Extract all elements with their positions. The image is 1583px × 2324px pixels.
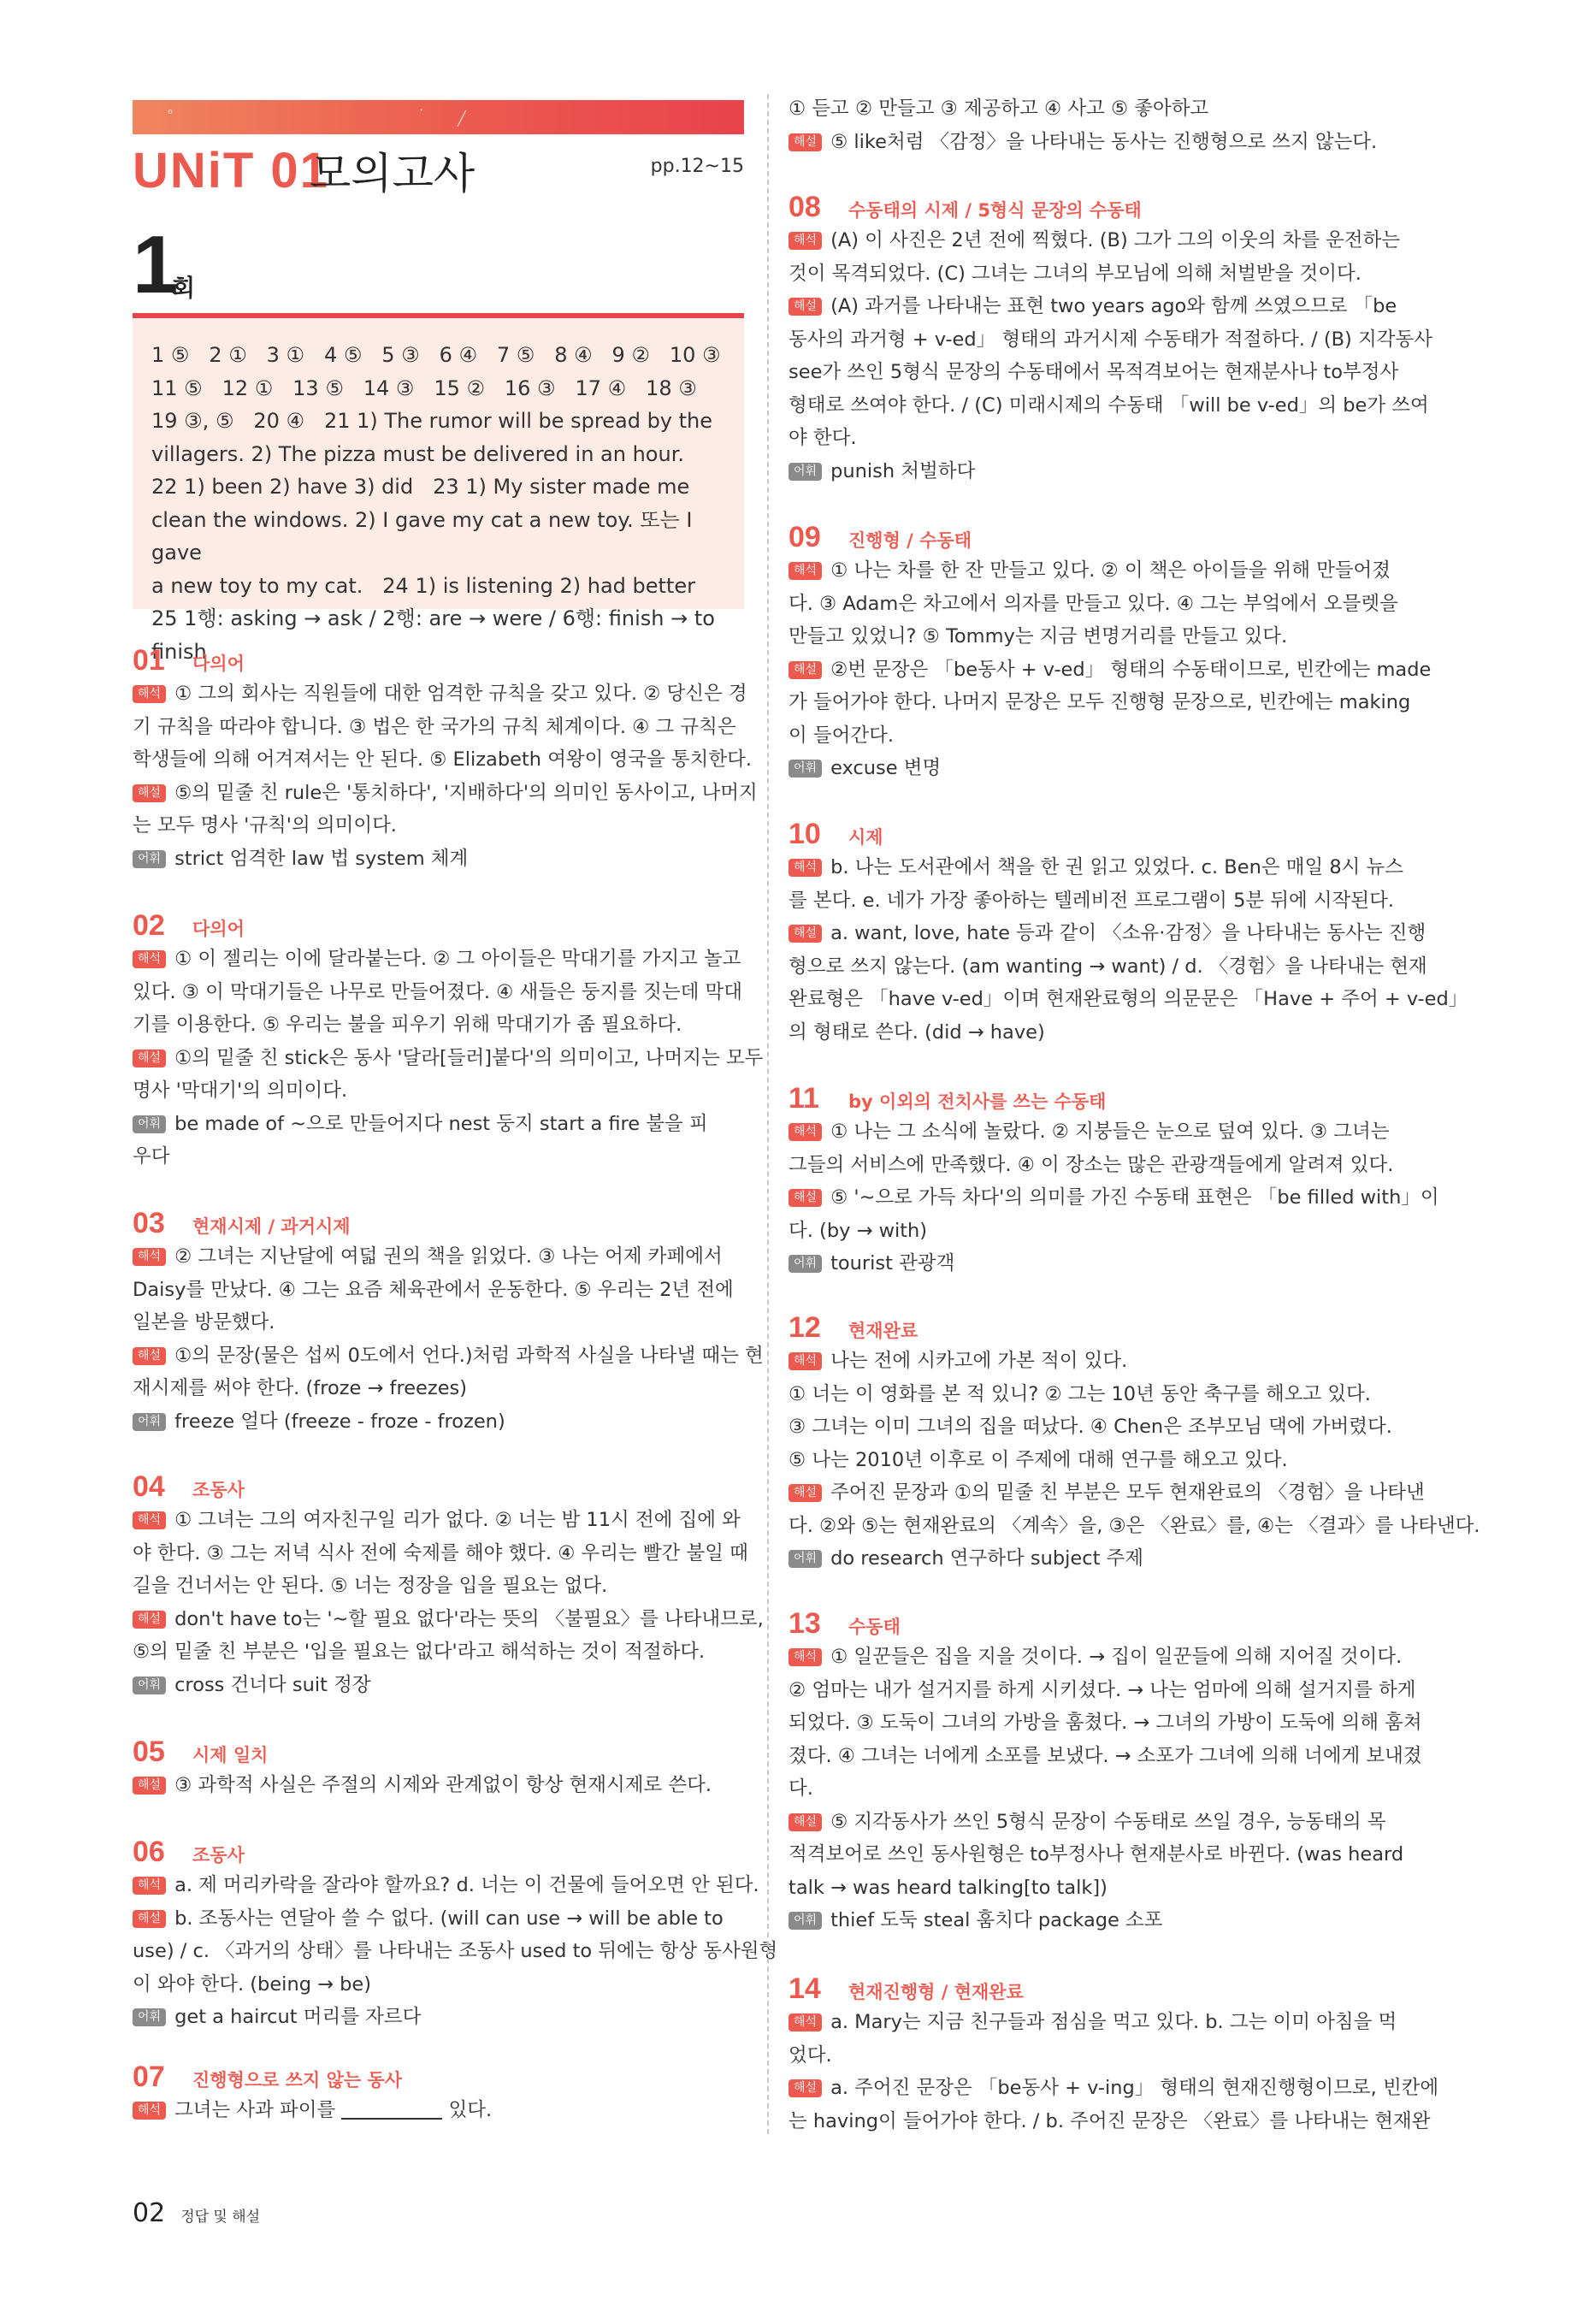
- page-number: 02: [133, 2198, 166, 2228]
- vocab-line: 어휘 be made of ~으로 만들어지다 nest 둥지 start a fire 불을 피: [133, 1108, 744, 1141]
- question-12: [789, 1310, 1480, 1576]
- explanation-line: 재시제를 써야 한다. (froze → freezes): [133, 1377, 468, 1399]
- explanation-line: Daisy를 만났다. ④ 그는 요즘 체육관에서 운동한다. ⑤ 우리는 2년 전에: [133, 1278, 734, 1301]
- answer-key-line: [151, 339, 725, 372]
- question-11: [789, 1081, 1439, 1280]
- translation-tag: 해석: [133, 1511, 166, 1529]
- explanation-line: ③ 그녀는 이미 그녀의 집을 떠났다. ④ Chen은 조부모님 댁에 가버렸다.: [789, 1416, 1392, 1438]
- translation-tag: 해석: [789, 1648, 822, 1666]
- answer-item: 23 1) My sister made me: [433, 475, 690, 499]
- question-number: 03: [133, 1207, 165, 1239]
- explanation-line: 명사 '막대기'의 의미이다.: [133, 1079, 348, 1102]
- explanation-line: 형태로 쓰여야 한다. / (C) 미래시제의 수동태 「will be v-ed」의 be가 쓰여: [789, 393, 1429, 417]
- explanation-line: 다.: [789, 1777, 813, 1800]
- explanation-line: 가 들어가야 한다. 나머지 문장은 모두 진행형 문장으로, 빈칸에는 making: [789, 691, 1411, 713]
- answer-item: 16 ③: [504, 376, 556, 400]
- explanation-line: 해설 don't have to는 '~할 필요 없다'라는 뜻의 〈불필요〉를 나타내므로,: [133, 1603, 744, 1636]
- round-number: 1: [133, 219, 179, 310]
- commentary-tag: 해설: [789, 1484, 822, 1502]
- explanation-line: 다. (by → with): [789, 1219, 928, 1242]
- explanation-line: see가 쓰인 5형식 문장의 수동태에서 목적격보어는 현재분사나 to부정사: [789, 361, 1399, 383]
- explanation-line: 해석 a. Mary는 지금 친구들과 점심을 먹고 있다. b. 그는 이미 아침을 먹: [789, 2006, 1404, 2039]
- question-number: 08: [789, 191, 821, 223]
- vocab-line: 우다: [133, 1145, 170, 1168]
- answer-item: 21 1) The rumor will be spread by the: [323, 409, 713, 433]
- explanation-line: 해설 b. 조동사는 연달아 쓸 수 없다. (will can use → will be able to: [133, 1902, 744, 1936]
- explanation-line: 는 having이 들어가야 한다. / b. 주어진 문장은 〈완료〉를 나타내는 현재완: [789, 2109, 1431, 2132]
- choices-line: ① 듣고 ② 만들고 ③ 제공하고 ④ 사고 ⑤ 좋아하고: [789, 98, 1209, 120]
- vocab-line: 어휘 thief 도둑 steal 훔치다 package 소포: [789, 1904, 1404, 1937]
- answer-item: a new toy to my cat.: [151, 573, 363, 598]
- question-number: 13: [789, 1607, 821, 1640]
- commentary-tag: 해설: [133, 1347, 166, 1365]
- explanation-line: 해석 그녀는 사과 파이를 있다.: [133, 2094, 744, 2127]
- explanation-line: 의 형태로 쓴다. (did → have): [789, 1020, 1045, 1044]
- unit-title: 모의고사: [310, 149, 475, 198]
- vocab-tag: 어휘: [789, 1255, 822, 1273]
- vocab-tag: 어휘: [133, 2008, 166, 2026]
- question-09: [789, 520, 1432, 785]
- translation-tag: 해석: [789, 1123, 822, 1141]
- answer-key-line: [151, 372, 725, 405]
- explanation-line: ② 엄마는 내가 설거지를 하게 시키셨다. → 나는 엄마에 의해 설거지를 하게: [789, 1678, 1416, 1701]
- explanation-line: 해설 ⑤ like처럼 〈감정〉을 나타내는 동사는 진행형으로 쓰지 않는다.: [789, 126, 1404, 159]
- answer-item: 13 ⑤: [292, 376, 344, 400]
- answer-item: 17 ④: [575, 376, 627, 400]
- explanation-line: 를 본다. e. 네가 가장 좋아하는 텔레비전 프로그램이 5분 뒤에 시작된다.: [789, 889, 1394, 912]
- vocab-tag: 어휘: [789, 1912, 822, 1930]
- explanation-line: 해설 주어진 문장과 ①의 밑줄 친 부분은 모두 현재완료의 〈경험〉을 나타낸: [789, 1476, 1404, 1510]
- explanation-line: 었다.: [789, 2043, 832, 2067]
- answer-item: 1 ⑤: [151, 343, 190, 367]
- unit-label: UNiT 01: [133, 143, 329, 198]
- question-number: 14: [789, 1972, 821, 2005]
- question-topic: 시제: [848, 827, 883, 848]
- explanation-line: 해석 ① 일꾼들은 집을 지을 것이다. → 집이 일꾼들에 의해 지어질 것이다.: [789, 1641, 1404, 1674]
- vocab-line: 어휘 excuse 변명: [789, 752, 1404, 785]
- answer-item: villagers. 2) The pizza must be delivered in an hour.: [151, 441, 684, 466]
- explanation-line: 해설 ②번 문장은 「be동사 + v-ed」 형태의 수동태이므로, 빈칸에는 made: [789, 653, 1404, 687]
- question-number: 07: [133, 2061, 165, 2093]
- question-topic: 수동태의 시제 / 5형식 문장의 수동태: [848, 200, 1142, 221]
- explanation-line: 되었다. ③ 도둑이 그녀의 가방을 훔쳤다. → 그녀의 가방이 도둑에 의해 훔쳐: [789, 1712, 1422, 1734]
- page-footer: [133, 2198, 260, 2228]
- commentary-tag: 해설: [789, 298, 822, 316]
- answer-key-line: [151, 405, 725, 438]
- answer-key-line: [151, 438, 725, 471]
- explanation-line: 해설 ⑤ '~으로 가득 차다'의 의미를 가진 수동태 표현은 「be filled with」이: [789, 1181, 1404, 1215]
- explanation-line: 동사의 과거형 + v-ed」 형태의 과거시제 수동태가 적절하다. / (B) 지각동사: [789, 328, 1432, 351]
- explanation-line: 기를 이용한다. ⑤ 우리는 불을 피우기 위해 막대기가 좀 필요하다.: [133, 1014, 682, 1036]
- question-topic: by 이외의 전치사를 쓰는 수동태: [848, 1091, 1107, 1112]
- explanation-line: 만들고 있었니? ⑤ Tommy는 지금 변명거리를 만들고 있다.: [789, 625, 1288, 648]
- answer-item: 4 ⑤: [323, 343, 363, 367]
- explanation-line: 해석 (A) 이 사진은 2년 전에 찍혔다. (B) 그가 그의 이웃의 차를 운전하는: [789, 224, 1404, 257]
- commentary-tag: 해설: [133, 784, 166, 802]
- commentary-tag: 해설: [133, 1910, 166, 1928]
- answer-item: 5 ③: [381, 343, 420, 367]
- explanation-line: 다. ③ Adam은 차고에서 의자를 만들고 있다. ④ 그는 부엌에서 오믈렛을: [789, 592, 1398, 615]
- vocab-tag: 어휘: [133, 1115, 166, 1133]
- translation-tag: 해석: [133, 1248, 166, 1266]
- explanation-line: 해석 b. 나는 도서관에서 책을 한 권 읽고 있었다. c. Ben은 매일 8시 뉴스: [789, 851, 1404, 884]
- explanation-line: 것이 목격되었다. (C) 그녀는 그녀의 부모님에 의해 처벌받을 것이다.: [789, 262, 1361, 285]
- explanation-line: 완료형은 「have v-ed」이며 현재완료형의 의문문은 「Have + 주어 + v-ed」: [789, 988, 1468, 1010]
- round-suffix: 회: [172, 274, 196, 302]
- vocab-line: 어휘 freeze 얼다 (freeze - froze - frozen): [133, 1405, 744, 1439]
- question-topic: 수동태: [848, 1617, 901, 1637]
- commentary-tag: 해설: [133, 1777, 166, 1795]
- explanation-line: 해설 ①의 밑줄 친 stick은 동사 '달라[들러]붙다'의 의미이고, 나머지는 모두: [133, 1042, 744, 1075]
- question-number: 05: [133, 1736, 165, 1768]
- question-08: [789, 190, 1432, 488]
- explanation-line: 이 들어간다.: [789, 724, 894, 747]
- vocab-tag: 어휘: [133, 850, 166, 868]
- explanation-line: ① 너는 이 영화를 본 적 있니? ② 그는 10년 동안 축구를 해오고 있다.: [789, 1382, 1371, 1405]
- vocab-tag: 어휘: [789, 1550, 822, 1568]
- question-topic: 다의어: [192, 653, 245, 674]
- question-number: 04: [133, 1470, 165, 1503]
- explanation-line: 해설 a. 주어진 문장은 「be동사 + v-ing」 형태의 현재진행형이므로, 빈칸에: [789, 2072, 1404, 2105]
- answer-item: 22 1) been 2) have 3) did: [151, 475, 414, 499]
- vocab-tag: 어휘: [133, 1413, 166, 1431]
- explanation-line: 야 한다. ③ 그는 저녁 식사 전에 숙제를 해야 했다. ④ 우리는 빨간 불일 때: [133, 1541, 748, 1564]
- explanation-line: 해설 ⑤의 밑줄 친 rule은 '통치하다', '지배하다'의 의미인 동사이고, 나머지: [133, 777, 744, 810]
- question-topic: 현재시제 / 과거시제: [192, 1216, 351, 1237]
- question-topic: 조동사: [192, 1480, 245, 1500]
- page-range: pp.12~15: [650, 156, 744, 177]
- vocab-line: 어휘 tourist 관광객: [789, 1247, 1404, 1280]
- commentary-tag: 해설: [789, 1813, 822, 1831]
- question-07-continued: [789, 92, 1404, 158]
- question-topic: 조동사: [192, 1845, 245, 1866]
- explanation-line: 형으로 쓰지 않는다. (am wanting → want) / d. 〈경험〉을 나타내는 현재: [789, 955, 1427, 978]
- explanation-line: ⑤ 나는 2010년 이후로 이 주제에 대해 연구를 해오고 있다.: [789, 1448, 1288, 1471]
- question-02: [133, 908, 764, 1174]
- answer-item: 18 ③: [646, 376, 697, 400]
- question-14: [789, 1972, 1439, 2138]
- answer-item: 19 ③, ⑤: [151, 409, 234, 433]
- explanation-line: 해석 a. 제 머리카락을 잘라야 할까요? d. 너는 이 건물에 들어오면 안 된다.: [133, 1869, 744, 1902]
- explanation-line: 해석 ② 그녀는 지난달에 여덟 권의 책을 읽었다. ③ 나는 어제 카페에서: [133, 1240, 744, 1274]
- answer-item: 10 ③: [669, 343, 721, 367]
- translation-tag: 해석: [789, 232, 822, 250]
- answer-blank: [341, 2097, 442, 2120]
- translation-tag: 해석: [789, 562, 822, 580]
- answer-item: 6 ④: [439, 343, 477, 367]
- question-topic: 현재진행형 / 현재완료: [848, 1982, 1024, 2002]
- question-13: [789, 1606, 1422, 1937]
- translation-tag: 해석: [789, 1352, 822, 1370]
- commentary-tag: 해설: [789, 661, 822, 679]
- question-number: 02: [133, 909, 165, 942]
- answer-key-line: [151, 470, 725, 504]
- commentary-tag: 해설: [133, 1050, 166, 1067]
- explanation-line: 해석 ① 이 젤리는 이에 달라붙는다. ② 그 아이들은 막대기를 가지고 놀고: [133, 943, 744, 976]
- explanation-line: 는 모두 명사 '규칙'의 의미이다.: [133, 814, 397, 837]
- explanation-line: 야 한다.: [789, 427, 857, 449]
- translation-tag: 해석: [789, 859, 822, 877]
- explanation-line: 해석 ① 나는 그 소식에 놀랐다. ② 지붕들은 눈으로 덮여 있다. ③ 그녀는: [789, 1115, 1404, 1149]
- vocab-tag: 어휘: [133, 1676, 166, 1694]
- question-number: 06: [133, 1836, 165, 1868]
- question-topic: 다의어: [192, 919, 245, 939]
- question-03: [133, 1206, 764, 1438]
- vocab-tag: 어휘: [789, 760, 822, 778]
- vocab-line: 어휘 strict 엄격한 law 법 system 체계: [133, 843, 744, 876]
- question-topic: 시제 일치: [192, 1745, 269, 1765]
- translation-tag: 해석: [789, 2014, 822, 2031]
- answer-item: 3 ①: [266, 343, 305, 367]
- answer-key-line: [151, 504, 725, 570]
- question-number: 01: [133, 644, 165, 677]
- answer-item: 20 ④: [253, 409, 305, 433]
- explanation-line: use) / c. 〈과거의 상태〉를 나타내는 조동사 used to 뒤에는 항상 동사원형: [133, 1940, 778, 1962]
- banner-decoration: ·: [419, 102, 424, 118]
- banner-decoration: °: [167, 107, 174, 123]
- explanation-line: 해석 ① 그녀는 그의 여자친구일 리가 없다. ② 너는 밤 11시 전에 집에 와: [133, 1504, 744, 1537]
- vocab-line: 어휘 do research 연구하다 subject 주제: [789, 1542, 1404, 1576]
- explanation-line: 이 와야 한다. (being → be): [133, 1972, 372, 1996]
- translation-tag: 해석: [133, 950, 166, 968]
- explanation-line: 길을 건너서는 안 된다. ⑤ 너는 정장을 입을 필요는 없다.: [133, 1575, 608, 1597]
- explanation-line: ⑤의 밑줄 친 부분은 '입을 필요는 없다'라고 해석하는 것이 적절하다.: [133, 1641, 706, 1663]
- answer-item: clean the windows. 2) I gave my cat a new toy. 또는 I gave: [151, 507, 693, 565]
- explanation-line: 학생들에 의해 어겨져서는 안 된다. ⑤ Elizabeth 여왕이 영국을 통치한다.: [133, 748, 753, 771]
- answer-item: 9 ②: [611, 343, 650, 367]
- answer-item: 7 ⑤: [496, 343, 535, 367]
- round-heading: [133, 219, 196, 310]
- explanation-line: 있다. ③ 이 막대기들은 나무로 만들어졌다. ④ 새들은 둥지를 짓는데 막대: [133, 980, 743, 1003]
- question-topic: 현재완료: [848, 1321, 918, 1341]
- question-topic: 진행형 / 수동태: [848, 530, 972, 551]
- answer-item: 14 ③: [363, 376, 415, 400]
- question-05: [133, 1735, 744, 1802]
- explanation-line: 해석 ① 나는 차를 한 잔 만들고 있다. ② 이 책은 아이들을 위해 만들어졌: [789, 554, 1404, 588]
- commentary-tag: 해설: [789, 1189, 822, 1207]
- answer-key-line: [151, 570, 725, 603]
- answer-item: 2 ①: [209, 343, 247, 367]
- translation-tag: 해석: [133, 1877, 166, 1895]
- answer-item: 24 1) is listening 2) had better: [382, 573, 695, 598]
- answer-item: 12 ①: [222, 376, 274, 400]
- question-number: 12: [789, 1311, 821, 1344]
- question-04: [133, 1470, 764, 1701]
- question-topic: 진행형으로 쓰지 않는 동사: [192, 2070, 403, 2090]
- unit-header: [133, 144, 744, 200]
- explanation-line: 일본을 방문했다.: [133, 1311, 275, 1333]
- explanation-line: 그들의 서비스에 만족했다. ④ 이 장소는 많은 관광객들에게 알려져 있다.: [789, 1153, 1394, 1176]
- commentary-tag: 해설: [789, 2079, 822, 2097]
- explanation-line: 적격보어로 쓰인 동사원형은 to부정사나 현재분사로 바뀐다. (was heard: [789, 1843, 1404, 1866]
- vocab-line: 어휘 get a haircut 머리를 자르다: [133, 2001, 744, 2034]
- footer-label: 정답 및 해설: [180, 2209, 261, 2226]
- commentary-tag: 해설: [789, 133, 822, 151]
- commentary-tag: 해설: [789, 925, 822, 943]
- answer-item: 11 ⑤: [151, 376, 203, 400]
- answer-item: 8 ④: [554, 343, 593, 367]
- commentary-tag: 해설: [133, 1611, 166, 1629]
- question-07: [133, 2060, 744, 2127]
- explanation-line: 해설 (A) 과거를 나타내는 표현 two years ago와 함께 쓰였으므로 「be: [789, 290, 1404, 323]
- question-number: 11: [789, 1082, 819, 1115]
- question-06: [133, 1835, 778, 2034]
- answer-item: 15 ②: [434, 376, 485, 400]
- translation-tag: 해석: [133, 685, 166, 703]
- question-10: [789, 817, 1468, 1049]
- vocab-line: 어휘 punish 처벌하다: [789, 455, 1404, 488]
- question-number: 10: [789, 818, 821, 850]
- question-01: [133, 643, 758, 875]
- explanation-line: 해석 나는 전에 시카고에 가본 적이 있다.: [789, 1345, 1404, 1378]
- unit-banner: [133, 100, 744, 134]
- answer-item: 25 1행: asking → ask / 2행: are → were / 6행: finish → to finish: [151, 606, 715, 664]
- column-divider: [767, 94, 769, 2134]
- vocab-line: 어휘 cross 건너다 suit 정장: [133, 1669, 744, 1702]
- explanation-line: 졌다. ④ 그녀는 너에게 소포를 보냈다. → 소포가 그녀에 의해 너에게 보내졌: [789, 1744, 1422, 1767]
- explanation-line: 해설 ①의 문장(물은 섭씨 0도에서 언다.)처럼 과학적 사실을 나타낼 때는 현: [133, 1339, 744, 1373]
- question-number: 09: [789, 521, 821, 553]
- explanation-line: talk → was heard talking[to talk]): [789, 1876, 1108, 1899]
- explanation-line: 기 규칙을 따라야 합니다. ③ 법은 한 국가의 규칙 체계이다. ④ 그 규칙은: [133, 715, 736, 738]
- translation-tag: 해석: [133, 2102, 166, 2120]
- explanation-line: 다. ②와 ⑤는 현재완료의 〈계속〉을, ③은 〈완료〉를, ④는 〈결과〉를 나타낸다.: [789, 1514, 1480, 1537]
- explanation-line: 해석 ① 그의 회사는 직원들에 대한 엄격한 규칙을 갖고 있다. ② 당신은 경: [133, 677, 744, 711]
- explanation-line: 해설 ⑤ 지각동사가 쓰인 5형식 문장이 수동태로 쓰일 경우, 능동태의 목: [789, 1806, 1404, 1839]
- vocab-tag: 어휘: [789, 463, 822, 481]
- explanation-line: 해설 ③ 과학적 사실은 주절의 시제와 관계없이 항상 현재시제로 쓴다.: [133, 1769, 744, 1802]
- explanation-line: 해설 a. want, love, hate 등과 같이 〈소유·감정〉을 나타내는 동사는 진행: [789, 917, 1404, 950]
- banner-decoration: ╱: [458, 110, 466, 127]
